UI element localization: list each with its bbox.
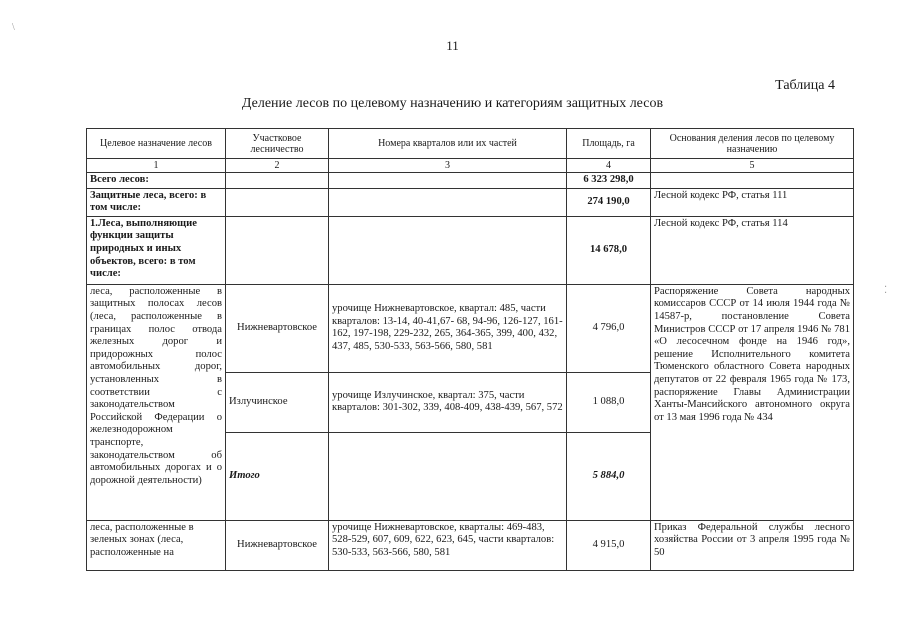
table-row [87,173,854,189]
protective-forests-area: 274 190,0 [567,188,651,216]
column-number: 4 [567,159,651,173]
scan-speck-mark: ⁚ [884,285,888,296]
table-row [87,520,854,570]
quarters-list: урочище Нижневартовское, кварталы: 469-483, 528-529, 607, 609, 622, 623, 645, части кварталов: 530-533, 563-566, 580, 581 [329,520,567,570]
area-value: 1 088,0 [567,372,651,432]
subtotal-label: Итого [226,432,329,520]
quarters-list [329,432,567,520]
column-number: 5 [651,159,854,173]
column-number: 1 [87,159,226,173]
forest-division-table [86,128,854,571]
table-label: Таблица 4 [775,78,835,93]
subtotal-area: 5 884,0 [567,432,651,520]
table-row [87,216,854,284]
protective-strips-basis: Распоряжение Совета народных комиссаров СССР от 14 июля 1944 года № 14587-р, постановление Совета Министров СССР от 17 апреля 1946 № 781 «О лесосечном фонде на 1946 год», решение Исполнительного комитета Тюменского областного Совета народных депутатов от 22 февраля 1965 года № 173, распоряжение Главы Администрации Ханты-Мансийского автономного округа от 13 мая 1996 года № 434 [651,284,854,520]
document-title: Деление лесов по целевому назначению и категориям защитных лесов [241,96,664,111]
quarters-list: урочище Излучинское, квартал: 375, части кварталов: 301-302, 339, 408-409, 438-439, 567, 572 [329,372,567,432]
quarters-list: урочище Нижневартовское, квартал: 485, части кварталов: 13-14, 40-41,67- 68, 94-96, 126-127, 161-162, 197-198, 229-232, 265, 364-365, 399, 400, 432, 437, 485, 530-533, 563-566, 580, 581 [329,284,567,372]
forestry-name: Нижневартовское [226,520,329,570]
total-forests-area: 6 323 298,0 [567,173,651,189]
column-number-row [87,159,854,173]
area-value: 4 796,0 [567,284,651,372]
protective-forests-label: Защитные леса, всего: в том числе: [87,188,226,216]
area-value: 4 915,0 [567,520,651,570]
forestry-name: Излучинское [226,372,329,432]
page-number: 11 [446,38,459,53]
header-quarters: Номера кварталов или их частей [329,129,567,159]
header-basis: Основания деления лесов по целевому назначению [651,129,854,159]
green-zones-basis: Приказ Федеральной службы лесного хозяйства России от 3 апреля 1995 года № 50 [651,520,854,570]
forestry-name: Нижневартовское [226,284,329,372]
category1-label: 1.Леса, выполняющие функции защиты природных и иных объектов, всего: в том числе: [87,216,226,284]
category1-basis: Лесной кодекс РФ, статья 114 [651,216,854,284]
category1-area: 14 678,0 [567,216,651,284]
header-purpose: Целевое назначение лесов [87,129,226,159]
scan-speck-mark: \ [12,22,15,33]
column-number: 2 [226,159,329,173]
green-zones-label: леса, расположенные в зеленых зонах (леса, расположенные на [87,520,226,570]
header-area: Площадь, га [567,129,651,159]
table-header-row [87,129,854,159]
total-forests-label: Всего лесов: [87,173,226,189]
protective-strips-label: леса, расположенные в защитных полосах лесов (леса, расположенные в границах полос отвода железных дорог и придорожных полос автомобильных дорог, установленных в соответствии с законодательством Российской Федерации о железнодорожном транспорте, законодательством об автомобильных дорогах и о дорожной деятельности) [87,284,226,520]
protective-forests-basis: Лесной кодекс РФ, статья 111 [651,188,854,216]
column-number: 3 [329,159,567,173]
table-row [87,284,854,372]
header-forestry: Участковое лесничество [226,129,329,159]
table-row [87,188,854,216]
